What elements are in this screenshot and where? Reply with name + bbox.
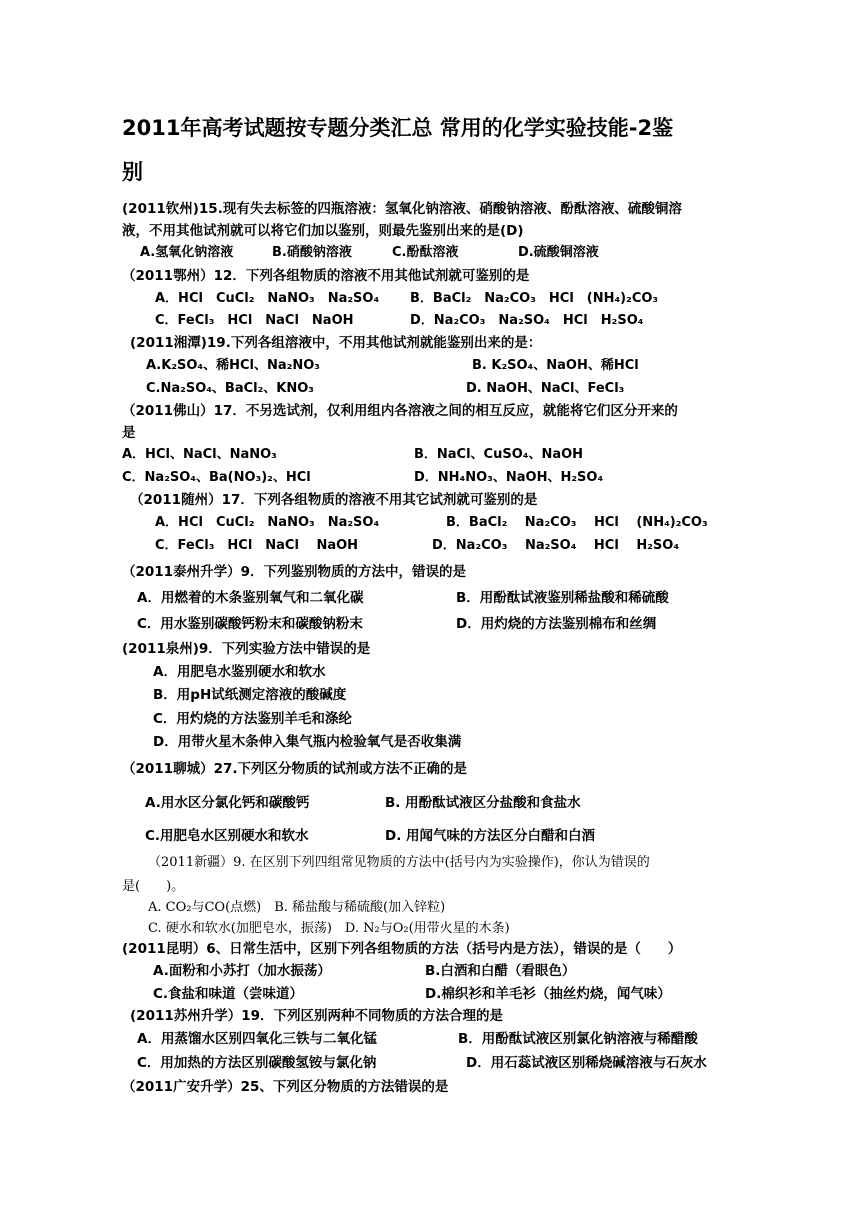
question-4-stem-line2: 是 — [122, 425, 136, 441]
question-10-option-c: C.食盐和味道（尝味道） — [153, 986, 304, 1002]
question-4-option-b: B．NaCl、CuSO₄、NaOH — [414, 447, 584, 462]
question-8-option-c: C.用肥皂水区别硬水和软水 — [145, 828, 309, 844]
question-3-stem: (2011湘潭)19.下列各组溶液中，不用其他试剂就能鉴别出来的是： — [130, 335, 542, 351]
question-8-option-a: A.用水区分氯化钙和碳酸钙 — [145, 795, 310, 811]
question-10-stem: (2011昆明）6、日常生活中，区别下列各组物质的方法（括号内是方法），错误的是（ ） — [122, 941, 682, 957]
question-7-option-b: B．用pH试纸测定溶液的酸碱度 — [153, 687, 347, 703]
question-9-stem-line2: 是( )。 — [122, 879, 185, 894]
question-11-option-c: C．用加热的方法区别碳酸氢铵与氯化钠 — [137, 1055, 377, 1071]
question-1-option-b: B.硝酸钠溶液 — [272, 245, 352, 260]
question-12-stem: （2011广安升学）25、下列区分物质的方法错误的是 — [122, 1079, 449, 1095]
question-7-stem: (2011泉州)9．下列实验方法中错误的是 — [122, 641, 371, 657]
question-11-option-a: A．用蒸馏水区别四氧化三铁与二氧化锰 — [137, 1031, 377, 1047]
question-4-option-a: A．HCl、NaCl、NaNO₃ — [122, 447, 277, 462]
question-1-option-a: A.氢氧化钠溶液 — [140, 245, 234, 260]
question-5-stem: （2011随州）17．下列各组物质的溶液不用其它试剂就可鉴别的是 — [130, 492, 538, 508]
question-2-option-a: A．HCl CuCl₂ NaNO₃ Na₂SO₄ — [155, 291, 380, 306]
question-10-option-b: B.白酒和白醋（看眼色） — [425, 963, 576, 979]
question-2-option-d: D．Na₂CO₃ Na₂SO₄ HCl H₂SO₄ — [410, 313, 644, 328]
question-8-option-d: D. 用闻气味的方法区分白醋和白酒 — [385, 828, 596, 844]
question-9-option-ab: A. CO₂与CO(点燃) B. 稀盐酸与稀硫酸(加入锌粒) — [148, 900, 446, 915]
question-9-option-cd: C. 硬水和软水(加肥皂水，振荡) D. N₂与O₂(用带火星的木条) — [148, 921, 510, 936]
question-4-stem-line1: （2011佛山）17．不另选试剂，仅利用组内各溶液之间的相互反应，就能将它们区分开来的 — [122, 403, 678, 419]
question-9-stem-line1: （2011新疆）9. 在区别下列四组常见物质的方法中(括号内为实验操作)，你认为错误的 — [148, 855, 650, 870]
question-4-option-d: D．NH₄NO₃、NaOH、H₂SO₄ — [414, 470, 604, 485]
question-8-stem: （2011聊城）27.下列区分物质的试剂或方法不正确的是 — [122, 761, 467, 777]
question-8-option-b: B. 用酚酞试液区分盐酸和食盐水 — [385, 795, 581, 811]
question-1-stem-line1: (2011钦州)15.现有失去标签的四瓶溶液：氢氧化钠溶液、硝酸钠溶液、酚酞溶液、硫酸铜溶 — [122, 201, 682, 217]
question-2-option-c: C．FeCl₃ HCl NaCl NaOH — [155, 313, 354, 328]
question-3-option-d: D. NaOH、NaCl、FeCl₃ — [466, 381, 625, 396]
question-6-option-d: D．用灼烧的方法鉴别棉布和丝绸 — [456, 616, 657, 632]
question-5-option-a: A．HCl CuCl₂ NaNO₃ Na₂SO₄ — [155, 515, 380, 530]
question-3-option-a: A.K₂SO₄、稀HCl、Na₂NO₃ — [146, 358, 320, 373]
question-10-option-a: A.面粉和小苏打（加水振荡） — [153, 963, 331, 979]
question-7-option-d: D．用带火星木条伸入集气瓶内检验氧气是否收集满 — [153, 734, 462, 750]
page-title-line1: 2011年高考试题按专题分类汇总 常用的化学实验技能-2鉴 — [122, 116, 674, 140]
question-11-option-d: D．用石蕊试液区别稀烧碱溶液与石灰水 — [466, 1055, 707, 1071]
question-2-stem: （2011鄂州）12．下列各组物质的溶液不用其他试剂就可鉴别的是 — [122, 268, 530, 284]
question-6-option-a: A．用燃着的木条鉴别氧气和二氧化碳 — [137, 590, 364, 606]
question-1-option-c: C.酚酞溶液 — [392, 245, 459, 260]
question-3-option-c: C.Na₂SO₄、BaCl₂、KNO₃ — [146, 381, 315, 396]
question-5-option-d: D．Na₂CO₃ Na₂SO₄ HCl H₂SO₄ — [432, 538, 680, 553]
question-5-option-c: C．FeCl₃ HCl NaCl NaOH — [155, 538, 359, 553]
question-1-option-d: D.硫酸铜溶液 — [518, 245, 599, 260]
question-6-stem: （2011泰州升学）9．下列鉴别物质的方法中，错误的是 — [122, 564, 466, 580]
question-6-option-c: C．用水鉴别碳酸钙粉末和碳酸钠粉末 — [137, 616, 363, 632]
question-11-stem: (2011苏州升学）19．下列区别两种不同物质的方法合理的是 — [130, 1008, 504, 1024]
question-11-option-b: B．用酚酞试液区别氯化钠溶液与稀醋酸 — [458, 1031, 698, 1047]
question-2-option-b: B．BaCl₂ Na₂CO₃ HCl (NH₄)₂CO₃ — [410, 291, 659, 306]
page-title-line2: 别 — [122, 160, 143, 184]
question-10-option-d: D.棉织衫和羊毛衫（抽丝灼烧，闻气味） — [425, 986, 671, 1002]
question-3-option-b: B. K₂SO₄、NaOH、稀HCl — [472, 358, 639, 373]
question-1-stem-line2: 液，不用其他试剂就可以将它们加以鉴别，则最先鉴别出来的是(D) — [122, 223, 524, 239]
question-4-option-c: C．Na₂SO₄、Ba(NO₃)₂、HCl — [122, 470, 311, 485]
question-7-option-a: A．用肥皂水鉴别硬水和软水 — [153, 664, 326, 680]
question-7-option-c: C．用灼烧的方法鉴别羊毛和涤纶 — [153, 711, 352, 727]
question-5-option-b: B．BaCl₂ Na₂CO₃ HCl (NH₄)₂CO₃ — [446, 515, 708, 530]
question-6-option-b: B．用酚酞试液鉴别稀盐酸和稀硫酸 — [456, 590, 669, 606]
